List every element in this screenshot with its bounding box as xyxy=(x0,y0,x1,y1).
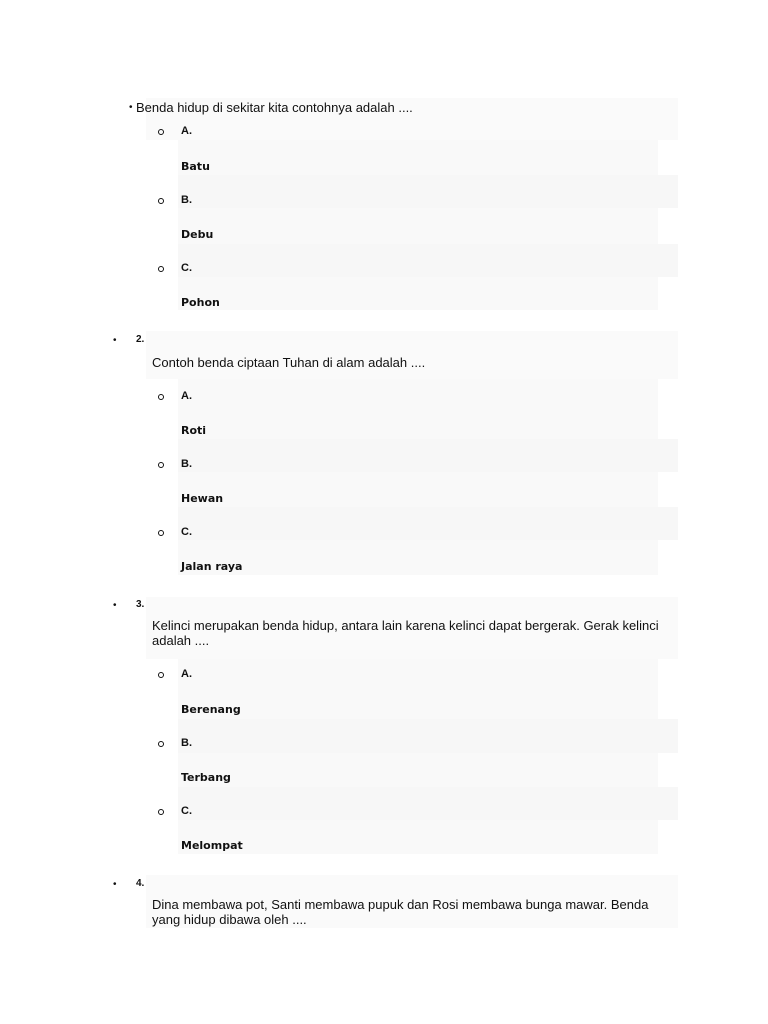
option-letter: B. xyxy=(181,458,192,470)
option-band xyxy=(178,439,678,472)
answer-band xyxy=(178,687,658,719)
option-radio[interactable] xyxy=(158,394,164,400)
option-band xyxy=(178,175,678,208)
option-letter: A. xyxy=(181,390,192,402)
answer-band xyxy=(178,540,658,575)
option-band xyxy=(178,787,678,820)
question-1-text: Benda hidup di sekitar kita contohnya adalah .... xyxy=(136,100,413,115)
answer-band xyxy=(178,379,658,409)
option-answer: Terbang xyxy=(181,771,231,784)
option-radio[interactable] xyxy=(158,129,164,135)
option-answer: Berenang xyxy=(181,703,241,716)
option-radio[interactable] xyxy=(158,198,164,204)
answer-band xyxy=(178,277,658,310)
option-radio[interactable] xyxy=(158,462,164,468)
answer-band xyxy=(178,820,658,854)
option-answer: Hewan xyxy=(181,492,224,505)
option-letter: B. xyxy=(181,194,192,206)
option-band xyxy=(178,507,678,540)
question-number: 2. xyxy=(136,334,145,345)
question-bullet: • xyxy=(113,600,117,611)
option-radio[interactable] xyxy=(158,672,164,678)
answer-band xyxy=(178,409,658,439)
question-bullet: • xyxy=(129,102,133,113)
option-letter: A. xyxy=(181,668,192,680)
option-letter: C. xyxy=(181,526,192,538)
question-number: 3. xyxy=(136,599,145,610)
answer-band xyxy=(178,753,658,787)
option-answer: Melompat xyxy=(181,839,243,852)
option-answer: Jalan raya xyxy=(181,560,243,573)
option-answer: Batu xyxy=(181,160,210,173)
option-answer: Roti xyxy=(181,424,207,437)
option-band xyxy=(178,244,678,277)
answer-band xyxy=(178,472,658,507)
option-letter: C. xyxy=(181,262,192,274)
option-band xyxy=(178,719,678,753)
option-radio[interactable] xyxy=(158,266,164,272)
question-text: Dina membawa pot, Santi membawa pupuk dan Rosi membawa bunga mawar. Benda yang hidup dibawa oleh .... xyxy=(152,897,649,927)
option-letter: A. xyxy=(181,125,192,137)
option-radio[interactable] xyxy=(158,809,164,815)
answer-band xyxy=(178,659,658,687)
option-radio[interactable] xyxy=(158,741,164,747)
option-letter: C. xyxy=(181,805,192,817)
question-text: Contoh benda ciptaan Tuhan di alam adalah .... xyxy=(152,355,426,370)
option-answer: Debu xyxy=(181,228,214,241)
question-number: 4. xyxy=(136,878,145,889)
question-text: Kelinci merupakan benda hidup, antara lain karena kelinci dapat bergerak. Gerak kelinci adalah .... xyxy=(152,618,659,648)
option-radio[interactable] xyxy=(158,530,164,536)
option-answer: Pohon xyxy=(181,296,220,309)
question-bullet: • xyxy=(113,879,117,890)
answer-band xyxy=(178,140,658,175)
answer-band xyxy=(178,208,658,244)
option-letter: B. xyxy=(181,737,192,749)
question-bullet: • xyxy=(113,335,117,346)
